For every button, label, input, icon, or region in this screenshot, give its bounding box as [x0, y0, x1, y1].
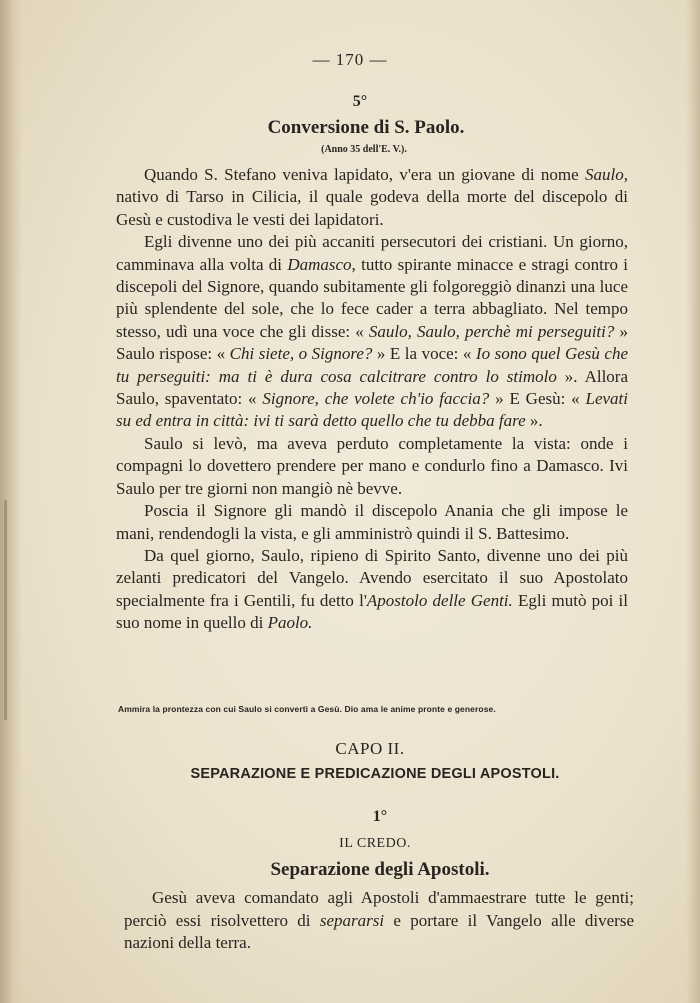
article-body [124, 887, 634, 955]
section-number: 5° [352, 93, 368, 110]
italic-text: Io sono quel Gesù che tu perseguiti: ma ti è dura cosa calcitrare contro lo stimolo [116, 344, 629, 386]
article-number: 1° [372, 808, 388, 825]
text-run: » E la voce: « [372, 344, 476, 364]
text-run: Gesù aveva comandato agli Apostoli d'ammaestrare tutte le genti; perciò essi risolvettero di [124, 888, 634, 930]
paragraph [116, 231, 628, 433]
italic-text: Saulo, Saulo, perchè mi perseguiti? [368, 321, 615, 341]
italic-text: Paolo. [267, 613, 313, 633]
article-label: IL CREDO. [339, 836, 411, 851]
paragraph [116, 545, 628, 635]
paragraph [116, 433, 628, 500]
text-run: » Saulo rispose: « [116, 321, 629, 364]
section-body [116, 164, 628, 635]
italic-text: Saulo, [585, 165, 628, 184]
text-run: tutto spirante minacce e stragi contro i discepoli del Signore, quando subitamente gli folgoreggiò dinanzi una luce più splendente del sole, che lo fece cader a terra abbagliato. Nel tempo stesso, udì una voce che gli disse: « [116, 254, 629, 341]
italic-text: Signore, che volete ch'io faccia? [262, 389, 490, 409]
moral-note: Ammira la prontezza con cui Saulo si convertì a Gesù. Dio ama le anime pronte e generose. [118, 704, 496, 714]
text-run: nativo di Tarso in Cilicia, il quale godeva della morte del discepolo di Gesù e custodiva le vesti dei lapidatori. [116, 187, 628, 229]
page-number: — 170 — [312, 50, 388, 69]
text-run: Egli mutò poi il suo nome in quello di [116, 590, 628, 633]
text-run: Da quel giorno, Saulo, ripieno di Spirito Santo, divenne uno dei più zelanti predicatori del Vangelo. Avendo esercitato il suo Apostolato specialmente fra i Gentili, fu detto l' [116, 545, 628, 610]
text-run: Saulo si levò, ma aveva perduto completamente la vista: onde i compagni lo dovettero prendere per mano e condurlo fino a Damasco. Ivi Saulo per tre giorni non mangiò nè bevve. [116, 433, 628, 498]
italic-text: Chi siete, o Signore? [229, 344, 373, 364]
italic-text: Apostolo delle Genti. [366, 590, 513, 610]
text-run: ». Allora Saulo, spaventato: « [116, 366, 628, 409]
italic-text: Levati su ed entra in città: ivi ti sarà detto quello che tu debba fare [116, 389, 628, 431]
section-title: Conversione di S. Paolo. [267, 117, 465, 138]
paragraph [124, 887, 634, 955]
text-run: ». [525, 411, 543, 431]
text-run: » E Gesù: « [489, 389, 586, 409]
chapter-title: SEPARAZIONE E PREDICAZIONE DEGLI APOSTOLI. [190, 766, 560, 782]
chapter-label: CAPO II. [335, 739, 405, 758]
text-run: Quando S. Stefano veniva lapidato, v'era un giovane di nome [144, 165, 586, 184]
text-run: Egli divenne uno dei più accaniti persecutori dei cristiani. Un giorno, camminava alla volta di [116, 232, 628, 274]
paragraph [116, 164, 628, 231]
text-run: e portare il Vangelo alle diverse nazioni della terra. [124, 910, 635, 952]
italic-text: separarsi [319, 910, 385, 930]
italic-text: Damasco, [287, 254, 356, 274]
paragraph [116, 500, 628, 545]
article-title: Separazione degli Apostoli. [270, 859, 490, 880]
text-run: Poscia il Signore gli mandò il discepolo Anania che gli impose le mani, rendendogli la vista, e gli amministrò quindi il S. Battesimo. [116, 501, 628, 543]
section-subtitle: (Anno 35 dell'E. V.). [321, 144, 407, 155]
